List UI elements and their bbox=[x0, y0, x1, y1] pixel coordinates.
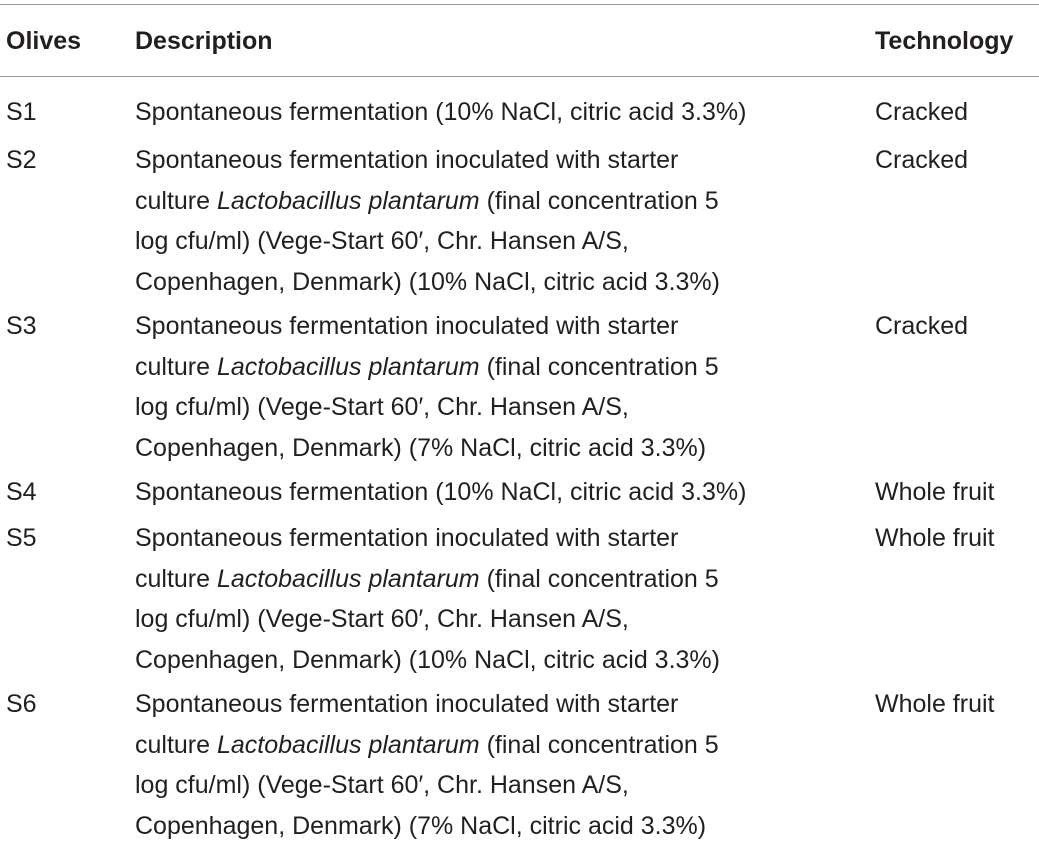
description-text: log cfu/ml) (Vege-Start 60′, Chr. Hansen A/S, bbox=[135, 605, 629, 633]
description-text: Copenhagen, Denmark) (10% NaCl, citric acid 3.3%) bbox=[135, 646, 720, 674]
table-top-rule bbox=[0, 4, 1039, 5]
cell-olives: S3 bbox=[6, 306, 37, 347]
species-name: Lactobacillus plantarum bbox=[217, 565, 480, 593]
cell-description bbox=[135, 472, 855, 513]
cell-olives: S5 bbox=[6, 518, 37, 559]
description-line bbox=[135, 221, 855, 262]
cell-description bbox=[135, 140, 855, 302]
cell-olives: S6 bbox=[6, 684, 37, 725]
cell-description bbox=[135, 518, 855, 680]
cell-description bbox=[135, 306, 855, 468]
description-line bbox=[135, 387, 855, 428]
description-line bbox=[135, 472, 855, 513]
description-text: (final concentration 5 bbox=[480, 353, 719, 381]
description-text: Spontaneous fermentation (10% NaCl, citric acid 3.3%) bbox=[135, 98, 746, 126]
header-olives: Olives bbox=[6, 26, 81, 56]
description-line bbox=[135, 262, 855, 303]
cell-description bbox=[135, 684, 855, 846]
description-text: Copenhagen, Denmark) (7% NaCl, citric acid 3.3%) bbox=[135, 434, 706, 462]
species-name: Lactobacillus plantarum bbox=[217, 353, 480, 381]
description-line bbox=[135, 806, 855, 846]
description-text: log cfu/ml) (Vege-Start 60′, Chr. Hansen A/S, bbox=[135, 393, 629, 421]
description-text: Spontaneous fermentation inoculated with starter bbox=[135, 312, 678, 340]
description-text: Copenhagen, Denmark) (10% NaCl, citric acid 3.3%) bbox=[135, 268, 720, 296]
description-line bbox=[135, 725, 855, 766]
cell-technology: Cracked bbox=[875, 306, 968, 347]
description-line bbox=[135, 140, 855, 181]
cell-description bbox=[135, 92, 855, 133]
description-line bbox=[135, 92, 855, 133]
description-line bbox=[135, 181, 855, 222]
description-line bbox=[135, 765, 855, 806]
description-text: culture bbox=[135, 565, 217, 593]
description-line bbox=[135, 684, 855, 725]
header-description: Description bbox=[135, 26, 273, 56]
species-name: Lactobacillus plantarum bbox=[217, 731, 480, 759]
cell-technology: Whole fruit bbox=[875, 472, 994, 513]
cell-olives: S4 bbox=[6, 472, 37, 513]
description-text: Spontaneous fermentation inoculated with starter bbox=[135, 690, 678, 718]
description-text: culture bbox=[135, 187, 217, 215]
description-text: Spontaneous fermentation (10% NaCl, citric acid 3.3%) bbox=[135, 478, 746, 506]
species-name: Lactobacillus plantarum bbox=[217, 187, 480, 215]
header-technology: Technology bbox=[875, 26, 1013, 56]
cell-technology: Cracked bbox=[875, 92, 968, 133]
description-text: Copenhagen, Denmark) (7% NaCl, citric acid 3.3%) bbox=[135, 812, 706, 840]
cell-olives: S1 bbox=[6, 92, 37, 133]
description-line bbox=[135, 347, 855, 388]
description-line bbox=[135, 640, 855, 681]
cell-technology: Whole fruit bbox=[875, 684, 994, 725]
description-line bbox=[135, 518, 855, 559]
description-text: (final concentration 5 bbox=[480, 731, 719, 759]
cell-olives: S2 bbox=[6, 140, 37, 181]
header-rule bbox=[0, 76, 1039, 77]
description-text: culture bbox=[135, 731, 217, 759]
description-text: log cfu/ml) (Vege-Start 60′, Chr. Hansen A/S, bbox=[135, 227, 629, 255]
description-text: culture bbox=[135, 353, 217, 381]
cell-technology: Cracked bbox=[875, 140, 968, 181]
description-text: log cfu/ml) (Vege-Start 60′, Chr. Hansen A/S, bbox=[135, 771, 629, 799]
description-line bbox=[135, 559, 855, 600]
description-line bbox=[135, 428, 855, 469]
description-line bbox=[135, 599, 855, 640]
description-text: Spontaneous fermentation inoculated with starter bbox=[135, 146, 678, 174]
description-text: (final concentration 5 bbox=[480, 187, 719, 215]
cell-technology: Whole fruit bbox=[875, 518, 994, 559]
description-text: (final concentration 5 bbox=[480, 565, 719, 593]
description-line bbox=[135, 306, 855, 347]
description-text: Spontaneous fermentation inoculated with starter bbox=[135, 524, 678, 552]
